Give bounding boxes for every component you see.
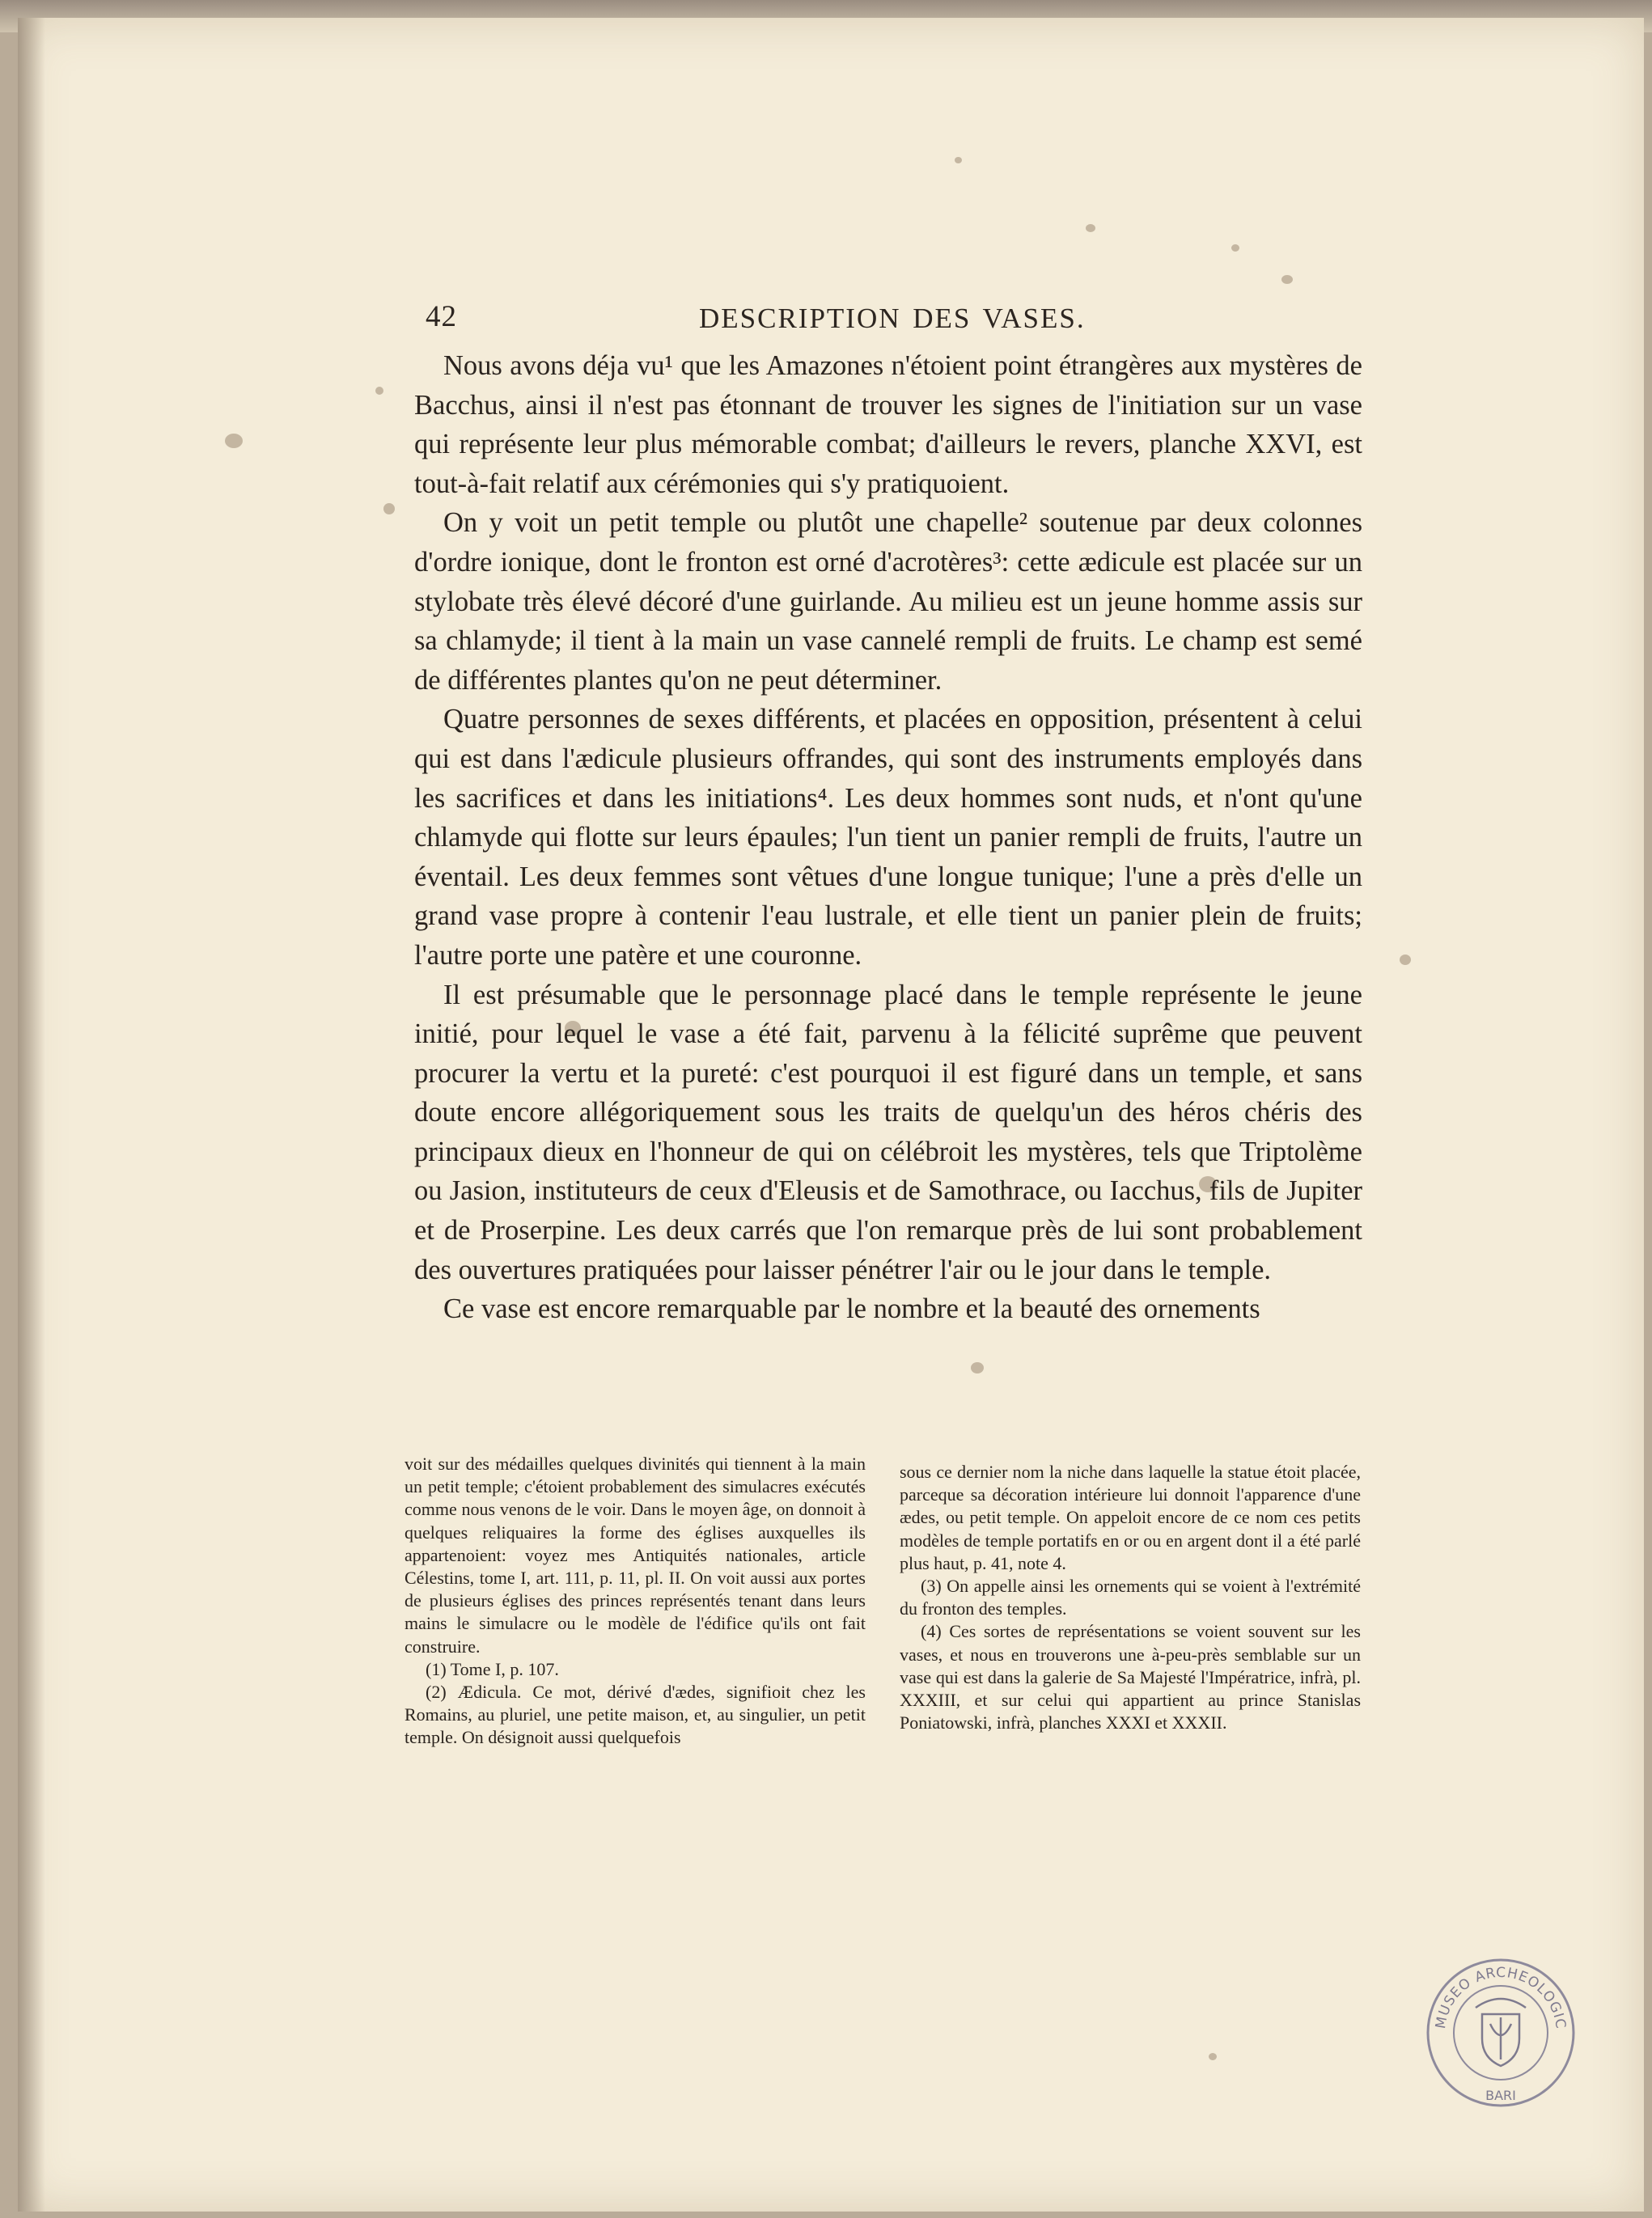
- foxing-spot: [1281, 275, 1293, 284]
- page-edge-shadow: [18, 18, 45, 2212]
- museum-stamp: [1425, 1958, 1576, 2108]
- foxing-spot: [1400, 955, 1411, 965]
- foxing-spot: [383, 503, 395, 514]
- paragraph: Nous avons déja vu¹ que les Amazones n'étoient point étrangères aux mystères de Bacchus, ainsi il n'est pas étonnant de trouver les signes de l'initiation sur un vase qui représente leur plus mémorable combat; d'ailleurs le revers, planche XXVI, est tout-à-fait relatif aux cérémonies qui s'y pratiquoient.: [414, 350, 1362, 499]
- footnote: voit sur des médailles quelques divinités qui tiennent à la main un petit temple; c'étoient probablement des simulacres exécutés comme nous venons de le voir. Dans le moyen âge, on donnoit à quelques reliquaires la forme des églises auxquelles ils appartenoient: voyez mes Antiquités nationales, article Célestins, tome I, art. 111, p. 11, pl. II. On voit aussi aux portes de plusieurs églises des princes représentés tenant dans leurs mains le simulacre ou le modèle de l'édifice qu'ils ont fait construire.: [405, 1454, 866, 1657]
- footnote: (3) On appelle ainsi les ornements qui se voient à l'extrémité du fronton des temples.: [900, 1576, 1361, 1619]
- paragraph: Ce vase est encore remarquable par le nombre et la beauté des ornements: [443, 1293, 1260, 1325]
- main-text: [414, 346, 1362, 1329]
- page-number: 42: [426, 300, 457, 333]
- foxing-spot: [375, 387, 383, 395]
- stamp-top-text: MUSEO ARCHEOLOGIC: [1432, 1964, 1569, 2030]
- foxing-spot: [971, 1362, 984, 1374]
- svg-text:MUSEO ARCHEOLOGICO PROVINCIALE: [1425, 1958, 1569, 2030]
- footnote: (4) Ces sortes de représentations se voient souvent sur les vases, et nous en trouverons une à-peu-près semblable sur un vase qui est dans la galerie de Sa Majesté l'Impératrice, infrà, pl. XXXIII, et sur celui qui appartient au prince Stanislas Poniatowski, infrà, planches XXXI et XXXII.: [900, 1621, 1361, 1733]
- footnotes-right-column: [900, 1461, 1361, 1734]
- running-title: DESCRIPTION DES VASES.: [699, 303, 1086, 334]
- paragraph: On y voit un petit temple ou plutôt une chapelle² soutenue par deux colonnes d'ordre ionique, dont le fronton est orné d'acrotères³: cette ædicule est placée sur un stylobate très élevé décoré d'une guirlande. Au milieu est un jeune homme assis sur sa chlamyde; il tient à la main un vase cannelé rempli de fruits. Le champ est semé de différentes plantes qu'on ne peut déterminer.: [414, 507, 1362, 696]
- foxing-spot: [1086, 224, 1095, 232]
- coat-of-arms-icon: [1476, 1999, 1526, 2066]
- foxing-spot: [1209, 2053, 1217, 2060]
- footnote: sous ce dernier nom la niche dans laquelle la statue étoit placée, parceque sa décoration intérieure lui donnoit l'apparence d'une ædes, ou petit temple. On appeloit encore de ce nom ces petits modèles de temple portatifs en or ou en argent dont il a été parlé plus haut, p. 41, note 4.: [900, 1462, 1361, 1573]
- foxing-spot: [955, 157, 962, 163]
- paragraph: Il est présumable que le personnage placé dans le temple représente le jeune initié, pour lequel le vase a été fait, parvenu à la félicité suprême que peuvent procurer la vertu et la pureté: c'est pourquoi il est figuré dans un temple, et sans doute encore allégoriquement sous les traits de quelqu'un des héros chéris des principaux dieux en l'honneur de qui on célébroit les mystères, tels que Triptolème ou Jasion, instituteurs de ceux d'Eleusis et de Samothrace, ou Iacchus, fils de Jupiter et de Proserpine. Les deux carrés que l'on remarque près de lui sont probablement des ouvertures pratiquées pour laisser pénétrer l'air ou le jour dans le temple.: [414, 979, 1362, 1285]
- foxing-spot: [225, 434, 243, 448]
- foxing-spot: [1231, 244, 1239, 252]
- stamp-bottom-text: BARI: [1485, 2088, 1516, 2103]
- paragraph: Quatre personnes de sexes différents, et placées en opposition, présentent à celui qui est dans l'ædicule plusieurs offrandes, qui sont des instruments employés dans les sacrifices et dans les initiations⁴. Les deux hommes sont nuds, et n'ont qu'une chlamyde qui flotte sur leurs épaules; l'un tient un panier rempli de fruits, l'autre un éventail. Les deux femmes sont vêtues d'une longue tunique; l'une a près d'elle un grand vase propre à contenir l'eau lustrale, et elle tient un panier plein de fruits; l'autre porte une patère et une couronne.: [414, 704, 1362, 971]
- footnote: (1) Tome I, p. 107.: [426, 1658, 559, 1679]
- running-head: [406, 296, 1369, 345]
- footnote: (2) Ædicula. Ce mot, dérivé d'ædes, signifioit chez les Romains, au pluriel, une petite maison, et, au singulier, un petit temple. On désignoit aussi quelquefois: [405, 1682, 866, 1748]
- footnotes-left-column: [405, 1453, 866, 1750]
